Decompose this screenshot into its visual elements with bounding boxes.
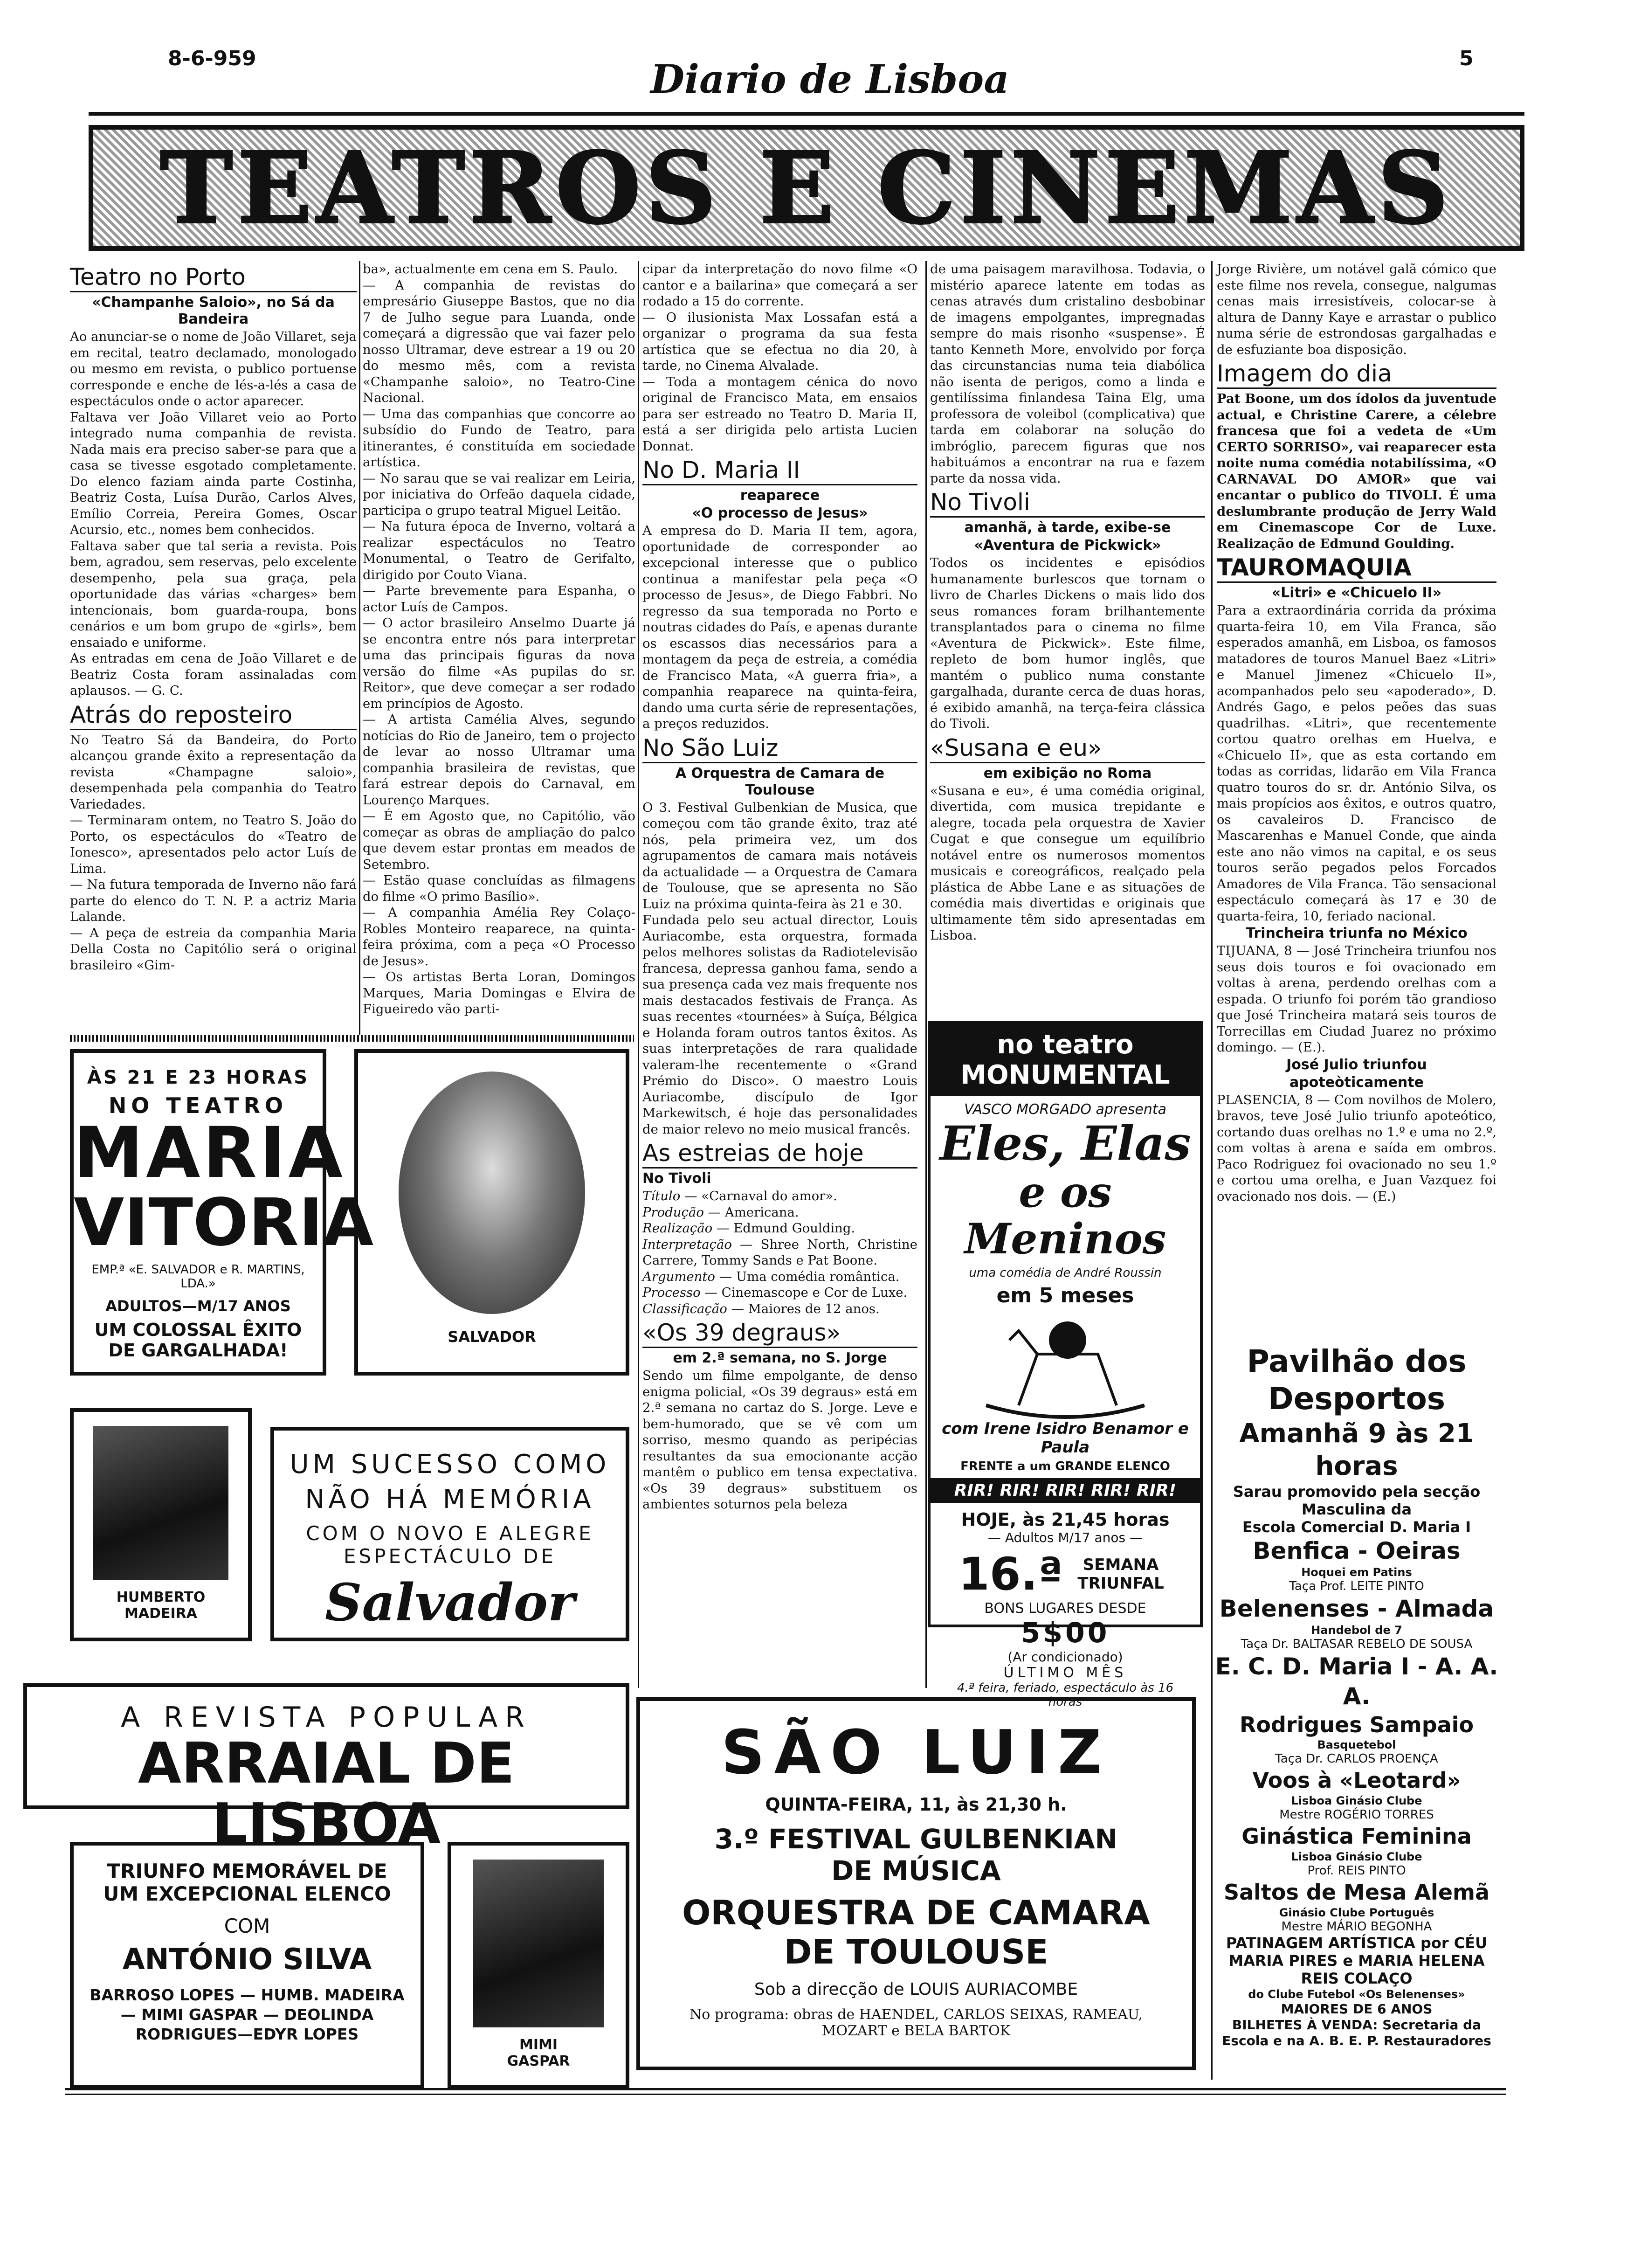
heading-d-maria: No D. Maria II <box>642 456 917 485</box>
ad-text: UM SUCESSO COMO <box>290 1449 610 1480</box>
issue-date: 8-6-959 <box>168 47 256 70</box>
masthead-rule <box>89 112 1524 116</box>
ad-text: HOJE, às 21,45 horas <box>961 1509 1170 1530</box>
photo-caption: MIMI <box>519 2037 558 2053</box>
film-field: Produção — Americana. <box>642 1204 799 1220</box>
ad-text: SEMANA TRIUNFAL <box>1077 1556 1164 1593</box>
ad-title: ARRAIAL DE LISBOA <box>138 1731 515 1857</box>
ad-text: EMP.ª «E. SALVADOR e R. MARTINS, LDA.» <box>91 1263 305 1291</box>
ad-title: VITORIA <box>74 1185 374 1261</box>
paragraph: Todos os incidentes e episódios humanamente burlescos que tornam o livro de Charles Dickens o mais lido dos seus romances foram brilhantemente transplantados para o cinema no filme «Aventura de Pickwick». Este filme, repleto de bom humor inglês, que mantém o publico numa constante gargalhada, durante cerca de duas horas, é exibido amanhã, na terça-feira clássica do Tivoli. <box>930 555 1205 731</box>
ad-text: NÃO HÁ MEMÓRIA <box>305 1484 595 1514</box>
ad-title: ORQUESTRA DE CAMARA <box>682 1893 1150 1932</box>
ad-text: 3.º FESTIVAL GULBENKIAN <box>714 1823 1118 1855</box>
ad-text: BONS LUGARES DESDE <box>984 1600 1146 1617</box>
ad-banner-text: RIR! RIR! RIR! RIR! RIR! <box>931 1478 1200 1503</box>
subheading: «Aventura de Pickwick» <box>974 537 1161 553</box>
ad-salvador-photo <box>354 1049 629 1376</box>
heading-susana: «Susana e eu» <box>930 734 1205 763</box>
ad-text: Amanhã 9 às 21 horas <box>1239 1418 1474 1481</box>
event-title: Belenenses - Almada <box>1219 1595 1494 1622</box>
ad-title: e os Meninos <box>964 1168 1166 1264</box>
ad-humberto-photo <box>70 1408 252 1641</box>
ad-arraial <box>23 1683 629 1857</box>
paragraph: Para a extraordinária corrida da próxima quarta-feira 10, em Vila Franca, são esperados amanhã, em Lisboa, os famosos matadores de touros Manuel Baez «Litri» e Manuel Jimenez «Chicuelo II», acompanhados pelo seu «apoderado», D. Andrés Gago, e pelos peões das suas quadrilhas. «Litri», que recentemente cortou quatro orelhas em Huelva, e «Chicuelo II», que as esta cortando em todas as corridas, lidarão em Vila Franca quatro touros do sr. dr. António Silva, os mais propícios aos êxitos, e outros quatro, os cavaleiros D. Francisco de Mascarenhas e Manuel Conde, que ainda este ano não vimos na capital, e os seus touros serão pegados pelos Forcados Amadores de Vila Franca. Tão sensacional espectáculo começará às 17 e 30 de quarta-feira, 10, feriado nacional. <box>1217 603 1496 924</box>
paragraph: Pat Boone, um dos ídolos da juventude actual, e Christine Carere, a célebre francesa que foi a vedeta de «Um CERTO SORRISO», vai reaparecer esta noite numa comédia notabilíssima, «O CARNAVAL DO AMOR» que vai encantar o publico do TIVOLI. É uma deslumbrante produção de Jerry Wald em Cinemascope Cor de Luxe. Realização de Edmund Goulding. <box>1217 391 1496 551</box>
subheading: «O processo de Jesus» <box>692 505 868 521</box>
photo-caption: SALVADOR <box>448 1328 536 1346</box>
film-field: Processo — Cinemascope e Cor de Luxe. <box>642 1285 908 1300</box>
column-5 <box>1217 261 1496 1204</box>
paragraph: — A peça de estreia da companhia Maria Della Costa no Capitólio será o original brasileiro «Gim- <box>70 925 357 973</box>
film-field: Título — «Carnaval do amor». <box>642 1189 837 1203</box>
paragraph: Ao anunciar-se o nome de João Villaret, seja em recital, teatro declamado, monologado ou mesmo em revista, o publico portuense corresponde e enche de lés-a-lés a casa de espectáculos onde o actor aparecer. <box>70 329 357 408</box>
ad-text: ADULTOS—M/17 ANOS <box>105 1297 291 1315</box>
subheading: amanhã, à tarde, exibe-se <box>964 519 1171 536</box>
ad-text: do Clube Futebol «Os Belenenses» <box>1248 1988 1465 2001</box>
ad-text: Lisboa Ginásio Clube <box>1291 1794 1422 1807</box>
ad-text: MAIORES DE 6 ANOS <box>1281 2001 1433 2017</box>
ad-text: Masculina da <box>1301 1500 1412 1518</box>
ad-text: — Adultos M/17 anos — <box>987 1530 1143 1545</box>
ad-text: FRENTE a um GRANDE ELENCO <box>960 1459 1170 1473</box>
ad-mimi-photo <box>448 1842 629 2089</box>
event-title: Ginástica Feminina <box>1241 1824 1472 1849</box>
ad-text: com Irene Isidro Benamor e Paula <box>942 1419 1189 1457</box>
ad-text: No programa: obras de HAENDEL, CARLOS SEIXAS, RAMEAU, <box>689 2006 1143 2023</box>
ad-title: SÃO LUIZ <box>721 1717 1111 1788</box>
event-title: Benfica - Oeiras <box>1253 1537 1461 1564</box>
masthead: Diario de Lisboa <box>650 56 1009 102</box>
subheading: reaparece <box>740 487 820 504</box>
ad-triunfo <box>70 1842 424 2089</box>
paragraph: TIJUANA, 8 — José Trincheira triunfou nos seus dois touros e foi ovacionado em voltas à arena, perdendo orelhas com a espada. O triunfo foi porém tão grandioso que José Trincheira matará seis touros de Torrecillas em Ciudad Juarez no próximo domingo. — (E.). <box>1217 943 1496 1055</box>
ad-text: VASCO MORGADO apresenta <box>964 1101 1166 1118</box>
paragraph: — É em Agosto que, no Capitólio, vão começar as obras de ampliação do palco que devem estar prontas em meados de Setembro. <box>363 809 635 872</box>
ad-title: no teatro MONUMENTAL <box>931 1024 1200 1096</box>
ad-pavilhao <box>1212 1343 1501 2049</box>
heading-tivoli: No Tivoli <box>930 488 1205 518</box>
paragraph: ba», actualmente em cena em S. Paulo. <box>363 262 618 277</box>
ad-text: Handebol de 7 <box>1311 1624 1402 1637</box>
ad-text: COM <box>224 1915 270 1937</box>
film-field: Argumento — Uma comédia romântica. <box>642 1269 900 1284</box>
ad-text: DE MÚSICA <box>831 1855 1001 1887</box>
ad-title: Salvador <box>325 1572 575 1632</box>
photo-caption: GASPAR <box>507 2053 570 2069</box>
paragraph: «Susana e eu», é uma comédia original, divertida, com musica trepidante e alegre, tocada pela orquestra de Xavier Cugat e que consegue um equilíbrio notável entre os numerosos momentos musicais e coreográficos, realçado pela plástica de Abbe Lane e as situações de comédia mais divertidas e originais que ultimamente têm sido apresentadas em Lisboa. <box>930 783 1205 943</box>
ad-text: BARROSO LOPES — HUMB. MADEIRA — MIMI GASPAR — DEOLINDA RODRIGUES—EDYR LOPES <box>90 1986 405 2043</box>
film-field: Realização — Edmund Goulding. <box>642 1221 855 1236</box>
portrait-photo <box>473 1860 604 2027</box>
heading-teatro-porto: Teatro no Porto <box>70 263 357 292</box>
ad-text: uma comédia de André Roussin <box>969 1266 1162 1280</box>
heading-39-degraus: «Os 39 degraus» <box>642 1319 917 1348</box>
column-4 <box>930 261 1205 944</box>
ad-title: Eles, Elas <box>939 1116 1191 1171</box>
ad-text: MOZART e BELA BARTOK <box>821 2023 1011 2039</box>
separator <box>70 1035 634 1042</box>
paragraph: — Na futura época de Inverno, voltará a realizar espectáculos no Teatro Monumental, o Teatro de Gerifalto, dirigido por Couto Viana. <box>363 519 635 582</box>
paragraph: As entradas em cena de João Villaret e de Beatriz Costa foram assinaladas com aplausos. — G. C. <box>70 651 357 698</box>
event-title: Rodrigues Sampaio <box>1239 1712 1474 1737</box>
subheading: No Tivoli <box>642 1170 711 1187</box>
banner-title: TEATROS E CINEMAS <box>160 130 1453 246</box>
event-title: Voos à «Leotard» <box>1252 1768 1461 1793</box>
ad-text: COM O NOVO E ALEGRE <box>306 1522 594 1545</box>
heading-tauromaquia: TAUROMAQUIA <box>1217 553 1496 583</box>
event-title: E. C. D. Maria I - A. A. A. <box>1215 1653 1498 1710</box>
ad-title: DE TOULOUSE <box>784 1932 1048 1971</box>
ad-price: 5$00 <box>1020 1617 1110 1649</box>
paragraph: — A artista Camélia Alves, segundo notícias do Rio de Janeiro, tem o projecto de levar ao nosso Ultramar uma companhia brasileira de revistas, que fará estrear depois do Carnaval, em Lourenço Marques. <box>363 712 635 808</box>
paragraph: Faltava saber que tal seria a revista. Pois bem, agradou, sem reservas, pelo excelente desempenho, pela sua graça, pela oportunidade das várias «charges» bem intencionais, bom guarda-roupa, bons cenários e um bom grupo de «girls», bem ensaiado e uniforme. <box>70 538 357 650</box>
paragraph: — Toda a montagem cénica do novo original de Francisco Mata, em ensaios para ser estreado no Teatro D. Maria II, está a ser dirigida pelo artista Lucien Donnat. <box>642 374 917 454</box>
bottom-rule <box>65 2094 1506 2095</box>
ad-text: Ginásio Clube Português <box>1279 1906 1434 1919</box>
paragraph: de uma paisagem maravilhosa. Todavia, o mistério aparece latente em todas as cenas através dum cristalino desbobinar de imagens empolgantes, impregnadas sempre do mais risonho «suspense». É tanto Kenneth More, envolvido por força das circunstancias numa teia diabólica não isenta de perigos, como a linda e gentilíssima finlandesa Taina Elg, uma professora de voleibol (complicativa) que tarda em colaborar na solução do imbróglio, parecem figuras que nos habituámos a encontrar na rua e fazem parte da nossa vida. <box>930 262 1205 486</box>
paragraph: Jorge Rivière, um notável galã cómico que este filme nos revela, consegue, nalgumas cenas mais irresistíveis, colocar-se à altura de Danny Kaye e arrastar o publico numa série de estrondosas gargalhadas e de esfuziante boa disposição. <box>1217 262 1496 357</box>
ad-text: 4.ª feira, feriado, espectáculo às 16 horas <box>957 1681 1174 1709</box>
subheading: «Champanhe Saloio», no Sá da Bandeira <box>92 294 335 327</box>
heading-sao-luiz: No São Luiz <box>642 734 917 763</box>
photo-caption: MADEIRA <box>124 1605 197 1622</box>
paragraph: — Na futura temporada de Inverno não fará parte do elenco do T. N. P. a actriz Maria Lalande. <box>70 877 357 924</box>
ad-monumental <box>928 1021 1203 1709</box>
paragraph: PLASENCIA, 8 — Com novilhos de Molero, bravos, teve José Julio triunfo apoteótico, cortando duas orelhas no 1.º e uma no 2.º, com voltas à arena e saída em ombros. Paco Rodriguez foi ovacionado no seu 1.º e cortou uma orelha, e Juan Vazquez foi ovacionado nos dois. — (E.) <box>1217 1092 1496 1204</box>
bottom-rule <box>65 2088 1506 2090</box>
event-title: PATINAGEM ARTÍSTICA por CÉU MARIA PIRES e MARIA HELENA REIS COLAÇO <box>1226 1934 1488 1987</box>
column-2 <box>363 261 635 1017</box>
paragraph: — A companhia de revistas do empresário Giuseppe Bastos, que no dia 7 de Julho segue para Luanda, onde começará a digressão que vai fazer pelo nosso Ultramar, deve estrear a 19 ou 20 do mesmo mês, com a revista «Champanhe saloio», no Teatro-Cine Nacional. <box>363 277 635 405</box>
heading-imagem: Imagem do dia <box>1217 360 1496 389</box>
subheading: «Litri» e «Chicuelo II» <box>1271 585 1442 601</box>
ad-text: ÀS 21 E 23 HORAS <box>87 1067 310 1088</box>
ad-week-number: 16.ª <box>958 1548 1063 1600</box>
ad-text: Sob a direcção de LOUIS AURIACOMBE <box>754 1980 1078 1999</box>
portrait-photo <box>399 1072 585 1314</box>
ad-text: Prof. REIS PINTO <box>1307 1864 1406 1878</box>
rocking-horse-illustration <box>967 1312 1163 1419</box>
ad-text: Taça Dr. CARLOS PROENÇA <box>1275 1752 1438 1766</box>
event-title: Saltos de Mesa Alemã <box>1223 1880 1489 1905</box>
paragraph: — A companhia Amélia Rey Colaço-Robles Monteiro reaparece, na quinta-feira próxima, com a peça «O Processo de Jesus». <box>363 905 635 968</box>
ad-text: ÚLTIMO MÊS <box>1003 1665 1127 1681</box>
film-field: Interpretação — Shree North, Christine Carrere, Tommy Sands e Pat Boone. <box>642 1237 917 1268</box>
heading-atras-reposteiro: Atrás do reposteiro <box>70 701 357 730</box>
paragraph: No Teatro Sá da Bandeira, do Porto alcançou grande êxito a representação da revista «Champagne saloio», desempenhada pela companhia do Teatro Variedades. <box>70 732 357 812</box>
paragraph: Faltava ver João Villaret veio ao Porto integrado numa companhia de revista. Nada mais era preciso saber-se para que a casa se tivesse esgotado completamente. Do elenco faziam ainda parte Costinha, Beatriz Costa, Luísa Durão, Carlos Alves, Emílio Correia, Pereira Gomes, Oscar Acursio, etc., nomes bem conhecidos. <box>70 409 357 537</box>
column-divider <box>359 261 360 1035</box>
subheading: Trincheira triunfa no México <box>1246 925 1468 941</box>
paragraph: Fundada pelo seu actual director, Louis Auriacombe, esta orquestra, formada pelos melhores solistas da Radiotelevisão francesa, depressa ganhou fama, sendo a sua presença cada vez mais frequente nos mais destacados festivais de França. As suas recentes «tournées» à Suíça, Bélgica e Holanda foram outros tantos êxitos. As suas interpretações de rara qualidade valeram-lhe recentemente o «Grand Prémio do Disco». O maestro Louis Auriacombe, discípulo de Igor Markewitsch, é hoje das personalidades de maior relevo no meio musical francês. <box>642 913 917 1137</box>
column-3 <box>642 261 917 1513</box>
paragraph: Sendo um filme empolgante, de denso enigma policial, «Os 39 degraus» está em 2.ª semana no cartaz do S. Jorge. Leve e bem-humorado, que se vê com um sorriso, mesmo quando as peripécias resultantes da sua emocionante acção mantêm o publico em tensa expectativa. «Os 39 degraus» substituem os ambientes soturnos pela beleza <box>642 1368 917 1512</box>
ad-title: ANTÓNIO SILVA <box>122 1942 372 1976</box>
page-number: 5 <box>1459 47 1474 70</box>
paragraph: — O actor brasileiro Anselmo Duarte já se encontra entre nós para interpretar uma das principais figuras da nova versão do filme «As pupilas do sr. Reitor», que deve começar a ser rodado em princípios de Agosto. <box>363 615 635 711</box>
ad-sao-luiz <box>636 1697 1196 2070</box>
ad-text: Hoquei em Patins <box>1301 1566 1412 1579</box>
column-divider <box>638 261 639 1688</box>
paragraph: — Terminaram ontem, no Teatro S. João do Porto, os espectáculos do «Teatro de Ionesco», apresentados pelo actor Luís de Lima. <box>70 813 357 876</box>
ad-text: UM EXCEPCIONAL ELENCO <box>103 1882 391 1905</box>
ad-text: BILHETES À VENDA: Secretaria da Escola e na A. B. E. P. Restauradores <box>1222 2017 1491 2048</box>
paragraph: O 3. Festival Gulbenkian de Musica, que começou com tão grande êxito, traz até nós, pela primeira vez, um dos agrupamentos de camara mais notáveis da actualidade — a Orquestra de Camara de Toulouse, que se apresenta no São Luiz na próxima quinta-feira às 21 e 30. <box>642 800 917 912</box>
ad-text: Taça Dr. BALTASAR REBELO DE SOUSA <box>1241 1637 1473 1651</box>
column-1 <box>70 261 357 973</box>
ad-text: ESPECTÁCULO DE <box>343 1545 557 1568</box>
ad-maria-vitoria <box>70 1049 374 1376</box>
ad-text: Taça Prof. LEITE PINTO <box>1289 1579 1424 1593</box>
paragraph: — Estão quase concluídas as filmagens do filme «O primo Basílio». <box>363 873 635 904</box>
ad-title: Pavilhão dos Desportos <box>1247 1343 1467 1417</box>
paragraph: A empresa do D. Maria II tem, agora, oportunidade de corresponder ao excepcional interesse que o publico continua a manifestar pela peça «O processo de Jesus», de Diego Fabbri. No regresso da sua temporada no Porto e noutras cidades do País, e apenas durante os escassos dias necessários para a montagem da peça de estreia, a comédia de Francisco Mata, «A guerra fria», a companhia reaparece na quinta-feira, dando uma curta série de representações, a preços reduzidos. <box>642 523 917 731</box>
column-divider <box>925 261 927 1688</box>
ad-text: Mestre ROGÉRIO TORRES <box>1279 1808 1434 1822</box>
portrait-photo <box>93 1426 228 1580</box>
ad-text: A REVISTA POPULAR <box>121 1701 532 1734</box>
ad-title: MARIA <box>74 1113 345 1194</box>
subheading: apoteòticamente <box>1289 1074 1424 1091</box>
ad-text: NO TEATRO <box>108 1093 288 1118</box>
ad-text: QUINTA-FEIRA, 11, às 21,30 h. <box>765 1794 1067 1815</box>
section-banner <box>89 125 1524 251</box>
subheading: A Orquestra de Camara de Toulouse <box>675 765 885 798</box>
paragraph: — Uma das companhias que concorre ao subsídio do Fundo de Teatro, para itinerantes, é constituída em sociedade artística. <box>363 406 635 470</box>
paragraph: — No sarau que se vai realizar em Leiria, por iniciativa do Orfeão daquela cidade, participa o grupo teatral Miguel Leitão. <box>363 470 635 518</box>
paragraph: — Os artistas Berta Loran, Domingos Marques, Maria Domingas e Elvira de Figueiredo vão parti- <box>363 969 635 1016</box>
ad-text: (Ar condicionado) <box>1007 1649 1123 1665</box>
subheading: em 2.ª semana, no S. Jorge <box>673 1350 887 1366</box>
ad-text: Sarau promovido pela secção <box>1233 1483 1481 1500</box>
subheading: José Julio triunfou <box>1286 1056 1427 1073</box>
ad-sucesso <box>270 1427 629 1641</box>
ad-slogan: UM COLOSSAL ÊXITO DE GARGALHADA! <box>94 1320 302 1361</box>
ad-text: em 5 meses <box>996 1284 1134 1307</box>
subheading: em exibição no Roma <box>983 765 1152 781</box>
paragraph: — Parte brevemente para Espanha, o actor Luís de Campos. <box>363 583 635 615</box>
film-field: Classificação — Maiores de 12 anos. <box>642 1301 880 1316</box>
paragraph: — O ilusionista Max Lossafan está a organizar o programa da sua festa artística que se efectua no dia 20, à tarde, no Cinema Alvalade. <box>642 310 917 373</box>
ad-text: Mestre MÁRIO BEGONHA <box>1281 1920 1432 1934</box>
paragraph: cipar da interpretação do novo filme «O cantor e a bailarina» que começará a ser rodado a 15 do corrente. <box>642 262 917 309</box>
ad-text: Lisboa Ginásio Clube <box>1291 1850 1422 1863</box>
photo-caption: HUMBERTO <box>116 1589 206 1605</box>
heading-estreias: As estreias de hoje <box>642 1139 917 1169</box>
ad-text: Escola Comercial D. Maria I <box>1242 1518 1471 1536</box>
ad-text: TRIUNFO MEMORÁVEL DE <box>107 1860 387 1882</box>
ad-text: Basquetebol <box>1317 1738 1396 1751</box>
